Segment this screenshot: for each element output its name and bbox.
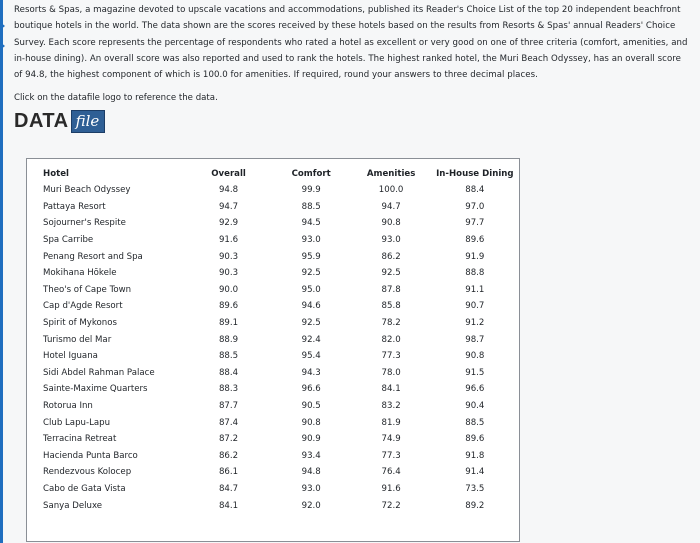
cell-hotel: Rotorua Inn [43, 401, 93, 412]
datafile-file-word: file [71, 110, 106, 133]
cell-hotel: Club Lapu-Lapu [43, 417, 111, 428]
cell-hotel: Penang Resort and Spa [43, 251, 143, 262]
cell-overall: 92.9 [218, 218, 239, 229]
cell-overall: 90.3 [218, 251, 239, 262]
cell-comfort: 92.5 [301, 268, 321, 279]
cell-comfort: 95.0 [301, 284, 321, 295]
problem-intro: Resorts & Spas, a magazine devoted to upscale vacations and accommodations, published its Reader's Choice List of the top 20 independent beachfront boutique hotels in the world. The data shown are the scores received by these hotels based on the results from Resorts & Spas' annual Readers' Choice Survey. Each score represents the percentage of respondents who rated a hotel as excellent or very good on one of three criteria (comfort, amenities, and in-house dining). An overall score was also reported and used to rank the hotels. The highest ranked hotel, the Muri Beach Odyssey, has an overall score of 94.8, the highest component of which is 100.0 for amenities. If required, round your answers to three decimal places. [14, 5, 688, 81]
cell-comfort: 94.6 [301, 301, 321, 312]
cell-comfort: 95.9 [301, 251, 321, 262]
cell-in-house-dining: 96.6 [465, 384, 485, 395]
cell-overall: 88.9 [218, 334, 239, 345]
bullet-marker-icon [0, 42, 5, 50]
cell-in-house-dining: 91.8 [465, 450, 485, 461]
table-header-row [43, 165, 519, 182]
cell-in-house-dining: 98.7 [465, 334, 485, 345]
cell-in-house-dining: 90.8 [465, 351, 485, 362]
cell-in-house-dining: 88.5 [465, 417, 485, 428]
cell-in-house-dining: 97.7 [465, 218, 485, 229]
cell-in-house-dining: 91.9 [465, 251, 485, 262]
cell-in-house-dining: 91.1 [465, 284, 485, 295]
table-row [43, 215, 519, 232]
cell-overall: 88.5 [218, 351, 239, 362]
table-row [43, 282, 519, 299]
cell-hotel: Sanya Deluxe [43, 500, 103, 511]
cell-comfort: 90.5 [301, 401, 321, 412]
cell-overall: 91.6 [218, 235, 239, 246]
cell-in-house-dining: 73.5 [465, 483, 485, 494]
cell-hotel: Sainte-Maxime Quarters [43, 384, 148, 395]
cell-amenities: 86.2 [381, 251, 401, 262]
cell-hotel: Spa Carribe [43, 235, 94, 246]
cell-amenities: 87.8 [381, 284, 401, 295]
cell-overall: 87.2 [218, 434, 239, 445]
table-row [43, 199, 519, 216]
cell-in-house-dining: 90.4 [465, 401, 485, 412]
table-row [43, 298, 519, 315]
cell-overall: 86.2 [218, 450, 239, 461]
cell-in-house-dining: 89.6 [465, 235, 485, 246]
cell-comfort: 90.8 [301, 417, 321, 428]
table-row [43, 248, 519, 265]
cell-in-house-dining: 91.5 [465, 367, 485, 378]
cell-in-house-dining: 88.4 [465, 185, 485, 196]
cell-overall: 90.3 [218, 268, 239, 279]
cell-in-house-dining: 91.2 [465, 318, 485, 329]
table-row [43, 497, 519, 514]
table-row [43, 448, 519, 465]
cell-hotel: Cabo de Gata Vista [43, 483, 126, 494]
cell-hotel: Mokihana Hōkele [43, 268, 117, 279]
datafile-data-word: DATA [14, 110, 69, 133]
cell-amenities: 100.0 [378, 185, 404, 196]
cell-in-house-dining: 89.6 [465, 434, 485, 445]
table-row [43, 398, 519, 415]
cell-overall: 88.3 [218, 384, 239, 395]
table-body [43, 182, 519, 514]
cell-hotel: Pattaya Resort [43, 201, 106, 212]
cell-in-house-dining: 89.2 [465, 500, 485, 511]
cell-overall: 87.4 [218, 417, 239, 428]
cell-overall: 84.7 [218, 483, 239, 494]
hotel-scores-table-panel [26, 158, 520, 542]
datafile-logo-button[interactable] [14, 110, 100, 133]
cell-comfort: 94.8 [301, 467, 321, 478]
cell-hotel: Muri Beach Odyssey [43, 185, 131, 196]
table-row [43, 381, 519, 398]
datafile-instruction: Click on the datafile logo to reference the data. [14, 93, 218, 104]
cell-comfort: 92.5 [301, 318, 321, 329]
cell-comfort: 93.0 [301, 483, 321, 494]
cell-amenities: 83.2 [381, 401, 401, 412]
cell-amenities: 81.9 [381, 417, 401, 428]
cell-hotel: Rendezvous Kolocep [43, 467, 132, 478]
header-overall: Overall [211, 168, 246, 179]
cell-hotel: Hotel Iguana [43, 351, 98, 362]
left-accent-rule [0, 0, 3, 543]
question-content [14, 2, 690, 132]
table-row [43, 414, 519, 431]
cell-hotel: Spirit of Mykonos [43, 318, 117, 329]
table-row [43, 481, 519, 498]
cell-comfort: 90.9 [301, 434, 321, 445]
cell-in-house-dining: 88.8 [465, 268, 485, 279]
cell-amenities: 77.3 [381, 450, 401, 461]
cell-amenities: 76.4 [381, 467, 401, 478]
cell-amenities: 78.0 [381, 367, 401, 378]
cell-overall: 89.1 [218, 318, 239, 329]
cell-comfort: 92.4 [301, 334, 321, 345]
cell-overall: 94.8 [218, 185, 239, 196]
cell-in-house-dining: 90.7 [465, 301, 485, 312]
cell-amenities: 92.5 [381, 268, 401, 279]
cell-comfort: 88.5 [301, 201, 321, 212]
cell-amenities: 91.6 [381, 483, 401, 494]
cell-comfort: 96.6 [301, 384, 321, 395]
cell-comfort: 93.4 [301, 450, 321, 461]
cell-amenities: 74.9 [381, 434, 401, 445]
cell-amenities: 78.2 [381, 318, 401, 329]
cell-amenities: 72.2 [381, 500, 401, 511]
hotel-scores-table [43, 165, 519, 514]
cell-amenities: 94.7 [381, 201, 401, 212]
cell-amenities: 77.3 [381, 351, 401, 362]
header-amenities: Amenities [366, 168, 416, 179]
cell-comfort: 99.9 [301, 185, 321, 196]
cell-hotel: Sojourner's Respite [43, 218, 126, 229]
cell-amenities: 85.8 [381, 301, 401, 312]
cell-hotel: Cap d'Agde Resort [43, 301, 123, 312]
cell-overall: 88.4 [218, 367, 239, 378]
cell-amenities: 93.0 [381, 235, 401, 246]
cell-comfort: 95.4 [301, 351, 321, 362]
cell-hotel: Turismo del Mar [43, 334, 112, 345]
header-in-house-dining: In-House Dining [436, 168, 514, 179]
cell-amenities: 90.8 [381, 218, 401, 229]
table-row [43, 331, 519, 348]
cell-hotel: Terracina Retreat [43, 434, 117, 445]
cell-overall: 86.1 [218, 467, 239, 478]
cell-overall: 89.6 [218, 301, 239, 312]
bullet-marker-icon [0, 22, 5, 30]
cell-comfort: 94.5 [301, 218, 321, 229]
cell-amenities: 82.0 [381, 334, 401, 345]
cell-comfort: 94.3 [301, 367, 321, 378]
cell-overall: 90.0 [218, 284, 239, 295]
table-row [43, 265, 519, 282]
cell-in-house-dining: 97.0 [465, 201, 485, 212]
cell-overall: 87.7 [218, 401, 239, 412]
cell-hotel: Theo's of Cape Town [43, 284, 132, 295]
cell-comfort: 92.0 [301, 500, 321, 511]
table-row [43, 315, 519, 332]
table-row [43, 182, 519, 199]
header-comfort: Comfort [291, 168, 331, 179]
table-row [43, 464, 519, 481]
table-row [43, 365, 519, 382]
cell-comfort: 93.0 [301, 235, 321, 246]
cell-in-house-dining: 91.4 [465, 467, 485, 478]
cell-amenities: 84.1 [381, 384, 401, 395]
table-row [43, 232, 519, 249]
cell-overall: 94.7 [218, 201, 239, 212]
header-hotel: Hotel [43, 168, 69, 179]
cell-hotel: Sidi Abdel Rahman Palace [43, 367, 155, 378]
table-row [43, 431, 519, 448]
cell-overall: 84.1 [218, 500, 239, 511]
table-row [43, 348, 519, 365]
cell-hotel: Hacienda Punta Barco [43, 450, 138, 461]
